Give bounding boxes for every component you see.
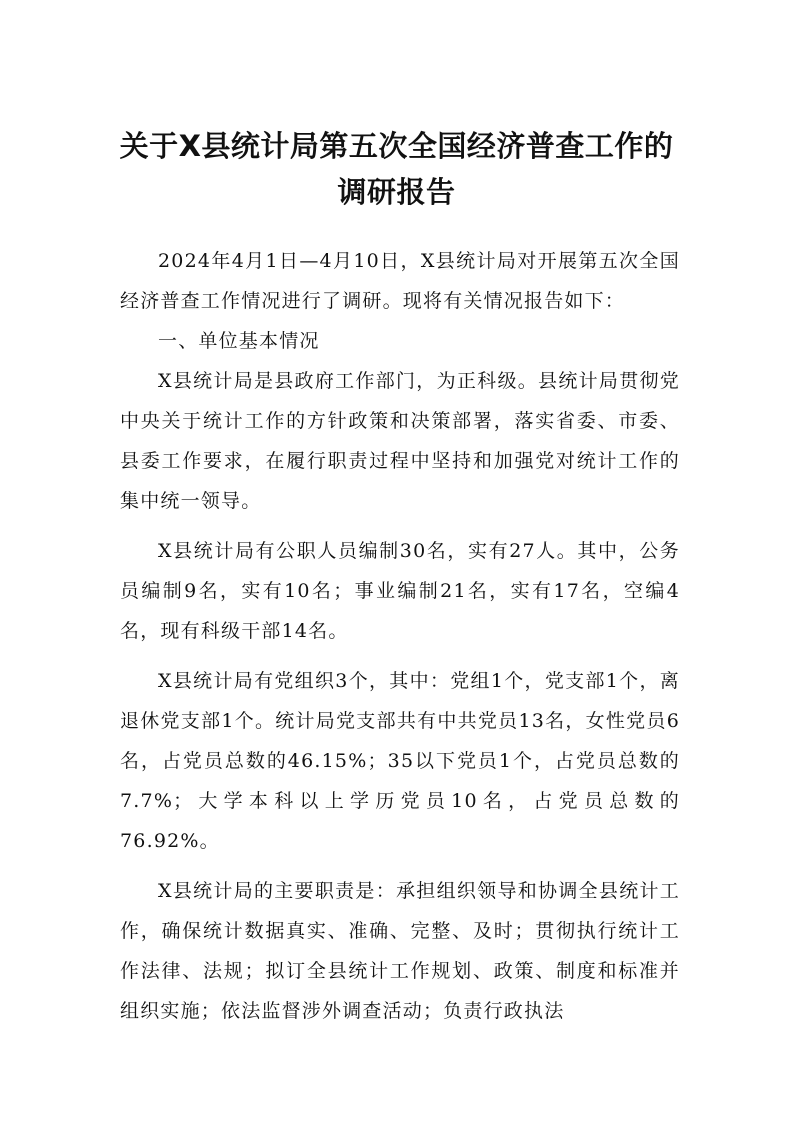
document-title-line-1: 关于X县统计局第五次全国经济普查工作的 (119, 129, 674, 163)
paragraph-bureau-overview: X县统计局是县政府工作部门，为正科级。县统计局贯彻党中央关于统计工作的方针政策和决策部署，落实省委、市委、县委工作要求，在履行职责过程中坚持和加强党对统计工作的集中统一领导。 (120, 370, 680, 512)
document-body (120, 241, 680, 1041)
paragraph-party-organization: X县统计局有党组织3个，其中：党组1个，党支部1个，离退休党支部1个。统计局党支部共有中共党员13名，女性党员6名，占党员总数的46.15%；35以下党员1个，占党员总数的7.7%；大学本科以上学历党员10名，占党员总数的76.92%。 (120, 670, 680, 852)
document-title-line-2: 调研报告 (337, 175, 456, 209)
paragraph-main-duties: X县统计局的主要职责是：承担组织领导和协调全县统计工作，确保统计数据真实、准确、完整、及时；贯彻执行统计工作法律、法规；拟订全县统计工作规划、政策、制度和标准并组织实施；依法监督涉外调查活动；负责行政执法 (120, 880, 680, 1022)
paragraph-staffing: X县统计局有公职人员编制30名，实有27人。其中，公务员编制9名，实有10名；事业编制21名，实有17名，空编4名，现有科级干部14名。 (120, 540, 680, 642)
section-heading-basic-info: 一、单位基本情况 (158, 330, 320, 352)
intro-paragraph: 2024年4月1日—4月10日，X县统计局对开展第五次全国经济普查工作情况进行了调研。现将有关情况报告如下： (120, 250, 680, 312)
